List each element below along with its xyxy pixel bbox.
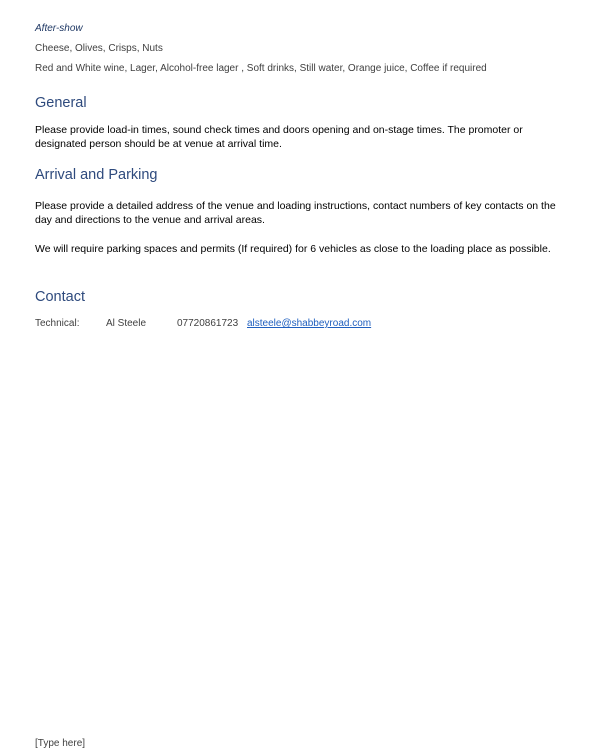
arrival-paragraph-2: We will require parking spaces and permits (If required) for 6 vehicles as close to the loading place as possible. bbox=[35, 243, 551, 255]
contact-heading: Contact bbox=[35, 289, 85, 305]
arrival-paragraph-1: Please provide a detailed address of the venue and loading instructions, contact numbers of key contacts on the day and directions to the venue and arrival areas. bbox=[35, 200, 556, 226]
general-heading: General bbox=[35, 95, 87, 111]
arrival-parking-heading: Arrival and Parking bbox=[35, 167, 158, 183]
footer-placeholder: [Type here] bbox=[35, 738, 86, 749]
general-paragraph: Please provide load-in times, sound check times and doors opening and on-stage times. The promoter or designated person should be at venue at arrival time. bbox=[35, 124, 523, 150]
aftershow-drinks-list: Red and White wine, Lager, Alcohol-free lager , Soft drinks, Still water, Orange juice, Coffee if required bbox=[35, 63, 487, 74]
aftershow-food-list: Cheese, Olives, Crisps, Nuts bbox=[35, 43, 163, 54]
contact-name: Al Steele bbox=[106, 318, 147, 329]
contact-email-link[interactable]: alsteele@shabbeyroad.com bbox=[247, 318, 372, 329]
aftershow-subheading: After-show bbox=[35, 23, 83, 34]
contact-role: Technical: bbox=[35, 318, 80, 329]
contact-row-technical bbox=[35, 318, 575, 332]
contact-phone: 07720861723 bbox=[177, 318, 239, 329]
